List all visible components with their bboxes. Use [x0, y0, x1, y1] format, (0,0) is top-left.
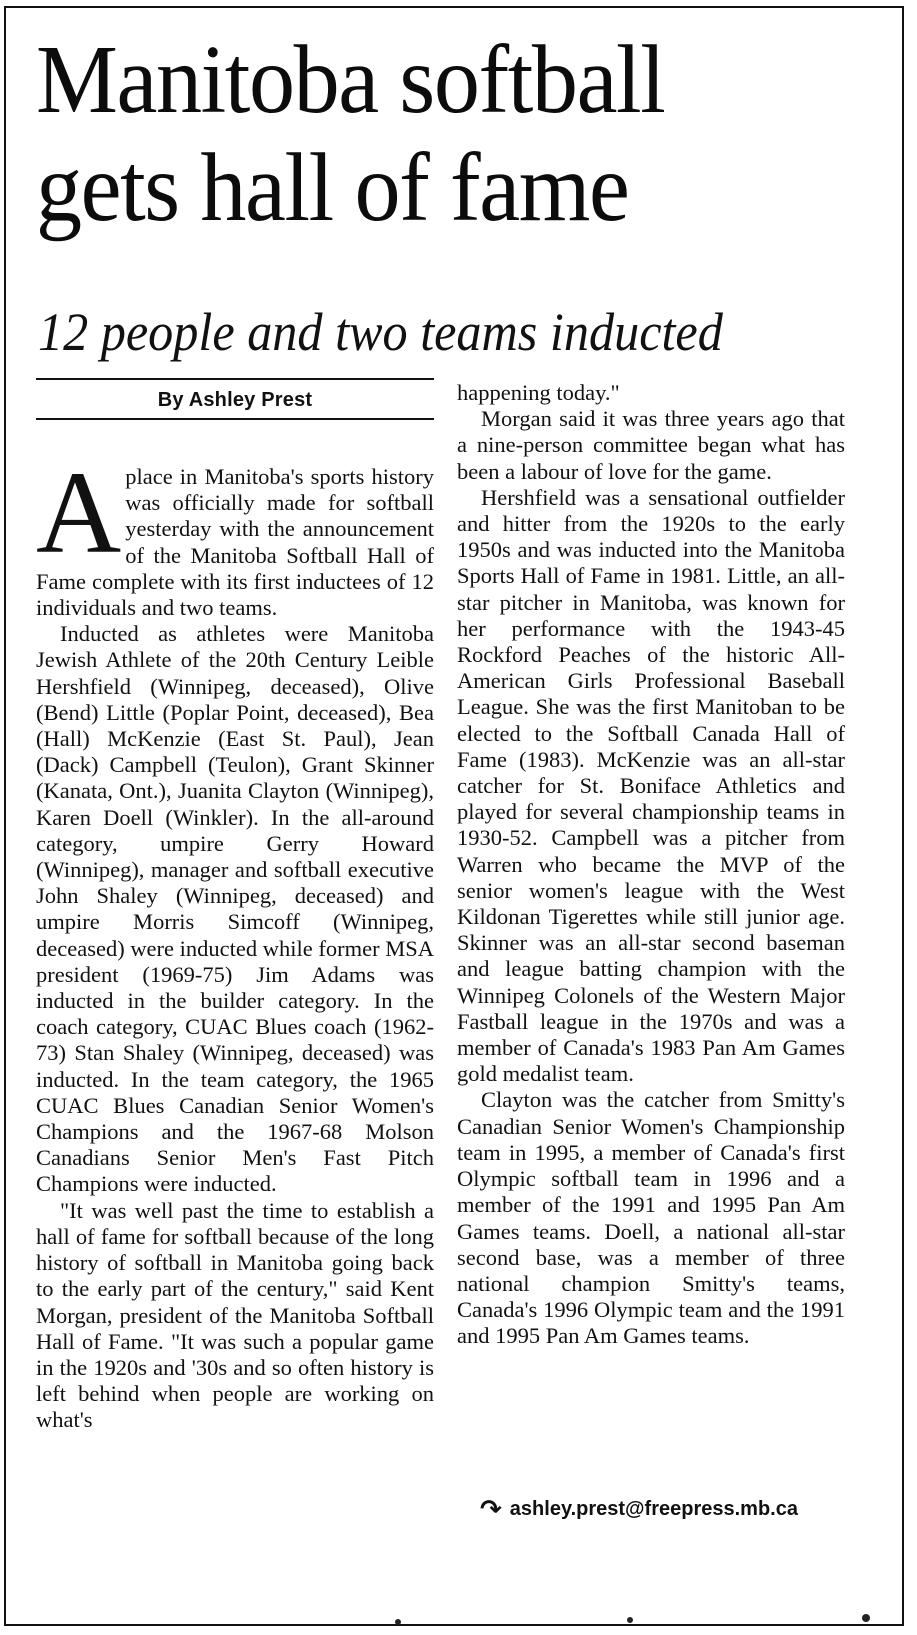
arrow-icon: ↷ [480, 1494, 502, 1524]
byline: By Ashley Prest [157, 389, 313, 411]
drop-cap: A [36, 447, 122, 578]
paragraph-inductees: Inducted as athletes were Manitoba Jewish Athlete of the 20th Century Leible Hershfield (Winnipeg, deceased), Olive (Bend) Little (Poplar Point, deceased), Bea (Hall) McKenzie (East St. Paul), Jean (Dack) Campbell (Teulon), Grant Skinner (Kanata, Ont.), Juanita Clayton (Winnipeg), Karen Doell (Winkler). In the all-around category, umpire Gerry Howard (Winnipeg), manager and softball executive John Shaley (Winnipeg, deceased) and umpire Morris Simcoff (Winnipeg, deceased) were inducted while former MSA president (1969-75) Jim Adams was inducted in the builder category. In the coach category, CUAC Blues coach (1962-73) Stan Shaley (Winnipeg, deceased) was inducted. In the team category, the 1965 CUAC Blues Canadian Senior Women's Champions and the 1967-68 Molson Canadians Senior Men's Fast Pitch Champions were inducted. [36, 621, 434, 1197]
paragraph-committee: Morgan said it was three years ago that a nine-person committee began what has been a labour of love for the game. [457, 406, 845, 484]
speck-2 [627, 1617, 633, 1623]
paragraph-quote: "It was well past the time to establish a hall of fame for softball because of the long history of softball in Manitoba going back to the early part of the century," said Kent Morgan, president of the Manitoba Softball Hall of Fame. "It was such a popular game in the 1920s and '30s and so often history is left behind when people are working on what's [36, 1197, 434, 1433]
subheadline: 12 people and two teams inducted [38, 302, 723, 362]
headline-line-1: Manitoba softball [36, 26, 665, 134]
headline-line-2: gets hall of fame [36, 134, 629, 242]
speck-3 [862, 1614, 870, 1622]
paragraph-intro-text: place in Manitoba's sports history was officially made for softball yesterday with the announcement of the Manitoba Softball Hall of Fame complete with its first inductees of 12 individuals and two teams. [36, 464, 434, 621]
paragraph-athletes: Hershfield was a sensational outfielder and hitter from the 1920s to the early 1950s and was inducted into the Manitoba Sports Hall of Fame in 1981. Little, an all-star pitcher in Manitoba, was known for her performance with the 1943-45 Rockford Peaches of the historic All-American Girls Professional Baseball League. She was the first Manitoban to be elected to the Softball Canada Hall of Fame (1983). McKenzie was an all-star catcher for St. Boniface Athletics and played for several championship teams in 1930-52. Campbell was a pitcher from Warren who became the MVP of the senior women's league with the West Kildonan Tigerettes while still junior age. Skinner was an all-star second baseman and league batting champion with the Winnipeg Colonels of the Western Major Fastball league in the 1970s and was a member of Canada's 1983 Pan Am Games gold medalist team. [457, 484, 845, 1087]
paragraph-clayton-doell: Clayton was the catcher from Smitty's Canadian Senior Women's Championship team in 1995, a member of Canada's first Olympic softball team in 1996 and a member of the 1991 and 1995 Pan Am Games teams. Doell, a national all-star second base, was a member of three national champion Smitty's teams, Canada's 1996 Olympic team and the 1991 and 1995 Pan Am Games teams. [457, 1087, 845, 1349]
paragraph-quote-continued: happening today." [457, 380, 620, 405]
speck-1 [395, 1619, 401, 1625]
author-email[interactable]: ashley.prest@freepress.mb.ca [509, 1498, 798, 1520]
